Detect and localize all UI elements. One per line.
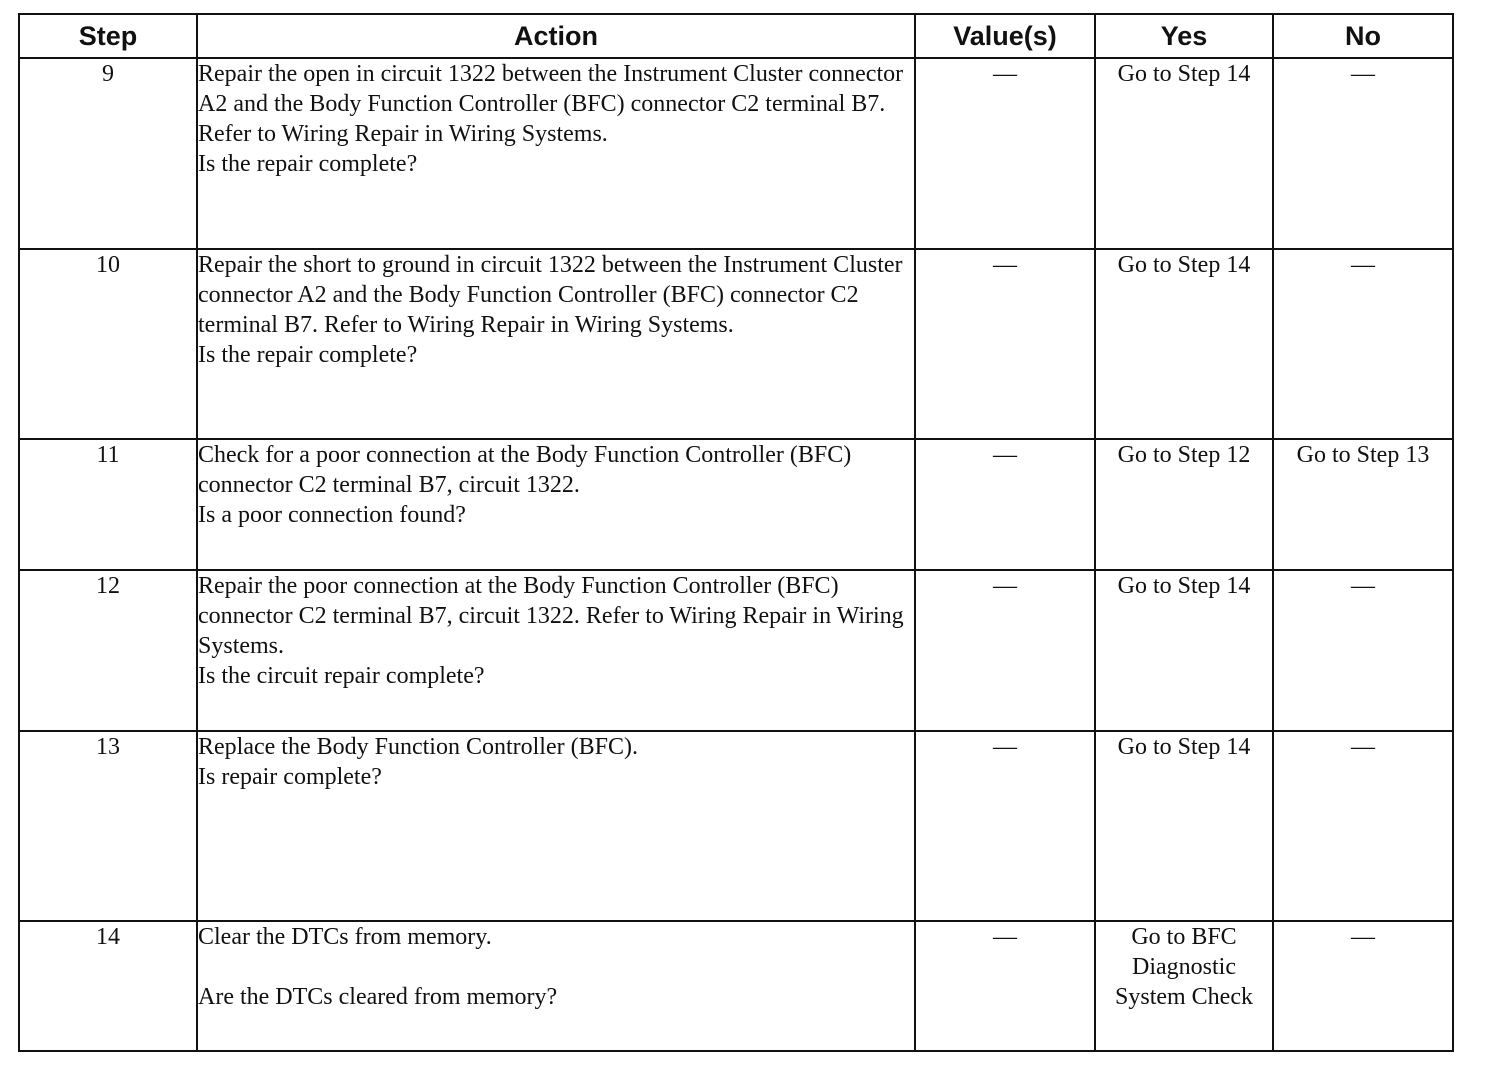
step-number: 14 [19,921,197,1051]
action-cell [197,249,915,439]
header-yes: Yes [1095,14,1273,58]
table-header-row [19,14,1453,58]
value-cell: — [915,731,1095,921]
action-cell [197,731,915,921]
no-cell: Go to Step 13 [1273,439,1453,570]
action-text: Clear the DTCs from memory. [198,924,492,950]
action-cell [197,570,915,731]
step-number: 13 [19,731,197,921]
step-number: 10 [19,249,197,439]
yes-cell: Go to Step 14 [1095,570,1273,731]
table-row [19,249,1453,439]
value-cell: — [915,570,1095,731]
action-text: Check for a poor connection at the Body Function Controller (BFC) connector C2 terminal B7, circuit 1322. [198,442,852,498]
table-row [19,731,1453,921]
action-question: Are the DTCs cleared from memory? [198,984,558,1010]
table-row [19,439,1453,570]
header-values: Value(s) [915,14,1095,58]
table-row [19,921,1453,1051]
yes-cell: Go to Step 14 [1095,249,1273,439]
value-cell: — [915,439,1095,570]
table-row [19,58,1453,249]
yes-cell: Go to Step 14 [1095,731,1273,921]
value-cell: — [915,249,1095,439]
action-text: Replace the Body Function Controller (BFC). [198,734,638,760]
action-text: Repair the short to ground in circuit 1322 between the Instrument Cluster connector A2 and the Body Function Controller (BFC) connector C2 terminal B7. Refer to Wiring Repair in Wiring Systems. [198,252,903,338]
value-cell: — [915,921,1095,1051]
action-cell [197,439,915,570]
yes-cell: Go to Step 12 [1095,439,1273,570]
yes-cell: Go to BFC Diagnostic System Check [1095,921,1273,1051]
action-question: Is a poor connection found? [198,502,466,528]
action-text: Repair the poor connection at the Body Function Controller (BFC) connector C2 terminal B7, circuit 1322. Refer to Wiring Repair in Wiring Systems. [198,573,904,659]
step-number: 12 [19,570,197,731]
action-question: Is the circuit repair complete? [198,663,485,689]
value-cell: — [915,58,1095,249]
action-question: Is the repair complete? [198,151,418,177]
action-question: Is the repair complete? [198,342,418,368]
header-no: No [1273,14,1453,58]
action-text: Repair the open in circuit 1322 between the Instrument Cluster connector A2 and the Body Function Controller (BFC) connector C2 terminal B7. Refer to Wiring Repair in Wiring Systems. [198,61,904,147]
header-step: Step [19,14,197,58]
yes-cell: Go to Step 14 [1095,58,1273,249]
no-cell: — [1273,921,1453,1051]
action-cell [197,58,915,249]
header-action: Action [197,14,915,58]
action-cell [197,921,915,1051]
step-number: 11 [19,439,197,570]
action-question: Is repair complete? [198,764,382,790]
no-cell: — [1273,570,1453,731]
step-number: 9 [19,58,197,249]
diagnostic-table [18,13,1454,1052]
no-cell: — [1273,58,1453,249]
table-row [19,570,1453,731]
no-cell: — [1273,249,1453,439]
no-cell: — [1273,731,1453,921]
